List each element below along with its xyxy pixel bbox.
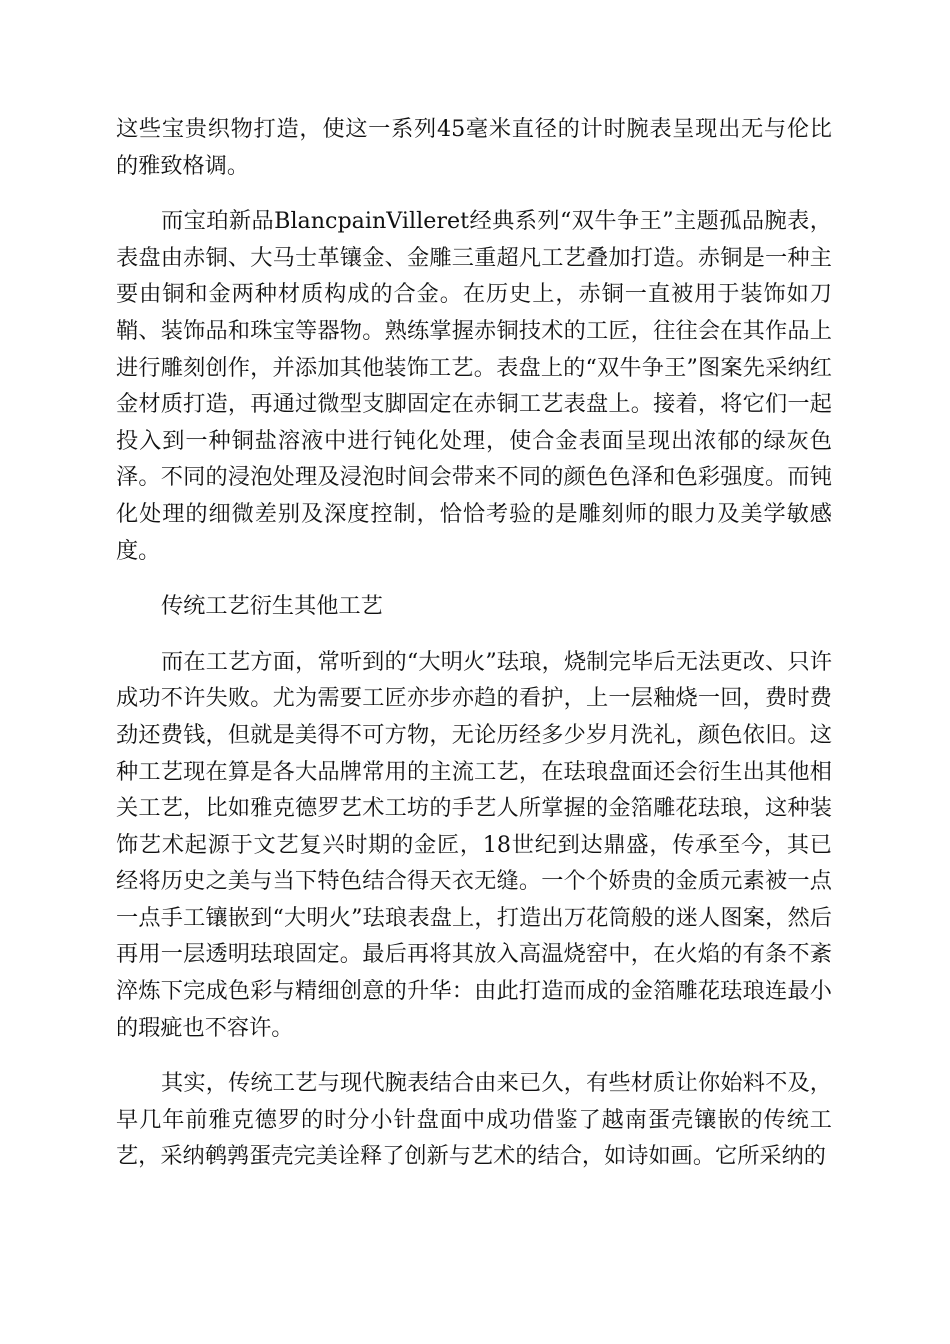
section-heading: 传统工艺衍生其他工艺: [161, 593, 383, 620]
paragraph-enamel: 而在工艺方面，常听到的“大明火”珐琅，烧制完毕后无法更改、只许成功不许失败。尤为需要工匠亦步亦趋的看护，上一层釉烧一回，费时费劲还费钱，但就是美得不可方物，无论历经多少岁月洗礼，颜色依旧。这种工艺现在算是各大品牌常用的主流工艺，在珐琅盘面还会衍生出其他相关工艺，比如雅克德罗艺术工坊的手艺人所掌握的金箔雕花珐琅，这种装饰艺术起源于文艺复兴时期的金匠，18世纪到达鼎盛，传承至今，其已经将历史之美与当下特色结合得天衣无缝。一个个娇贵的金质元素被一点一点手工镶嵌到“大明火”珐琅表盘上，打造出万花筒般的迷人图案，然后再用一层透明珐琅固定。最后再将其放入高温烧窑中，在火焰的有条不紊淬炼下完成色彩与精细创意的升华：由此打造而成的金箔雕花珐琅连最小的瑕疵也不容许。: [116, 648, 832, 1041]
paragraph-continuation: 这些宝贵织物打造，使这一系列45毫米直径的计时腕表呈现出无与伦比的雅致格调。: [116, 116, 832, 179]
paragraph-blancpain: 而宝珀新品BlancpainVilleret经典系列“双牛争王”主题孤品腕表，表盘由赤铜、大马士革镶金、金雕三重超凡工艺叠加打造。赤铜是一种主要由铜和金两种材质构成的合金。在历史上，赤铜一直被用于装饰如刀鞘、装饰品和珠宝等器物。熟练掌握赤铜技术的工匠，往往会在其作品上进行雕刻创作，并添加其他装饰工艺。表盘上的“双牛争王”图案先采纳红金材质打造，再通过微型支脚固定在赤铜工艺表盘上。接着，将它们一起投入到一种铜盐溶液中进行钝化处理，使合金表面呈现出浓郁的绿灰色泽。不同的浸泡处理及浸泡时间会带来不同的颜色色泽和色彩强度。而钝化处理的细微差别及深度控制，恰恰考验的是雕刻师的眼力及美学敏感度。: [116, 208, 832, 564]
paragraph-eggshell: 其实，传统工艺与现代腕表结合由来已久，有些材质让你始料不及，早几年前雅克德罗的时分小针盘面中成功借鉴了越南蛋壳镶嵌的传统工艺，采纳鹌鹑蛋壳完美诠释了创新与艺术的结合，如诗如画。它所采纳的: [116, 1070, 832, 1170]
document-page: [116, 111, 832, 1175]
